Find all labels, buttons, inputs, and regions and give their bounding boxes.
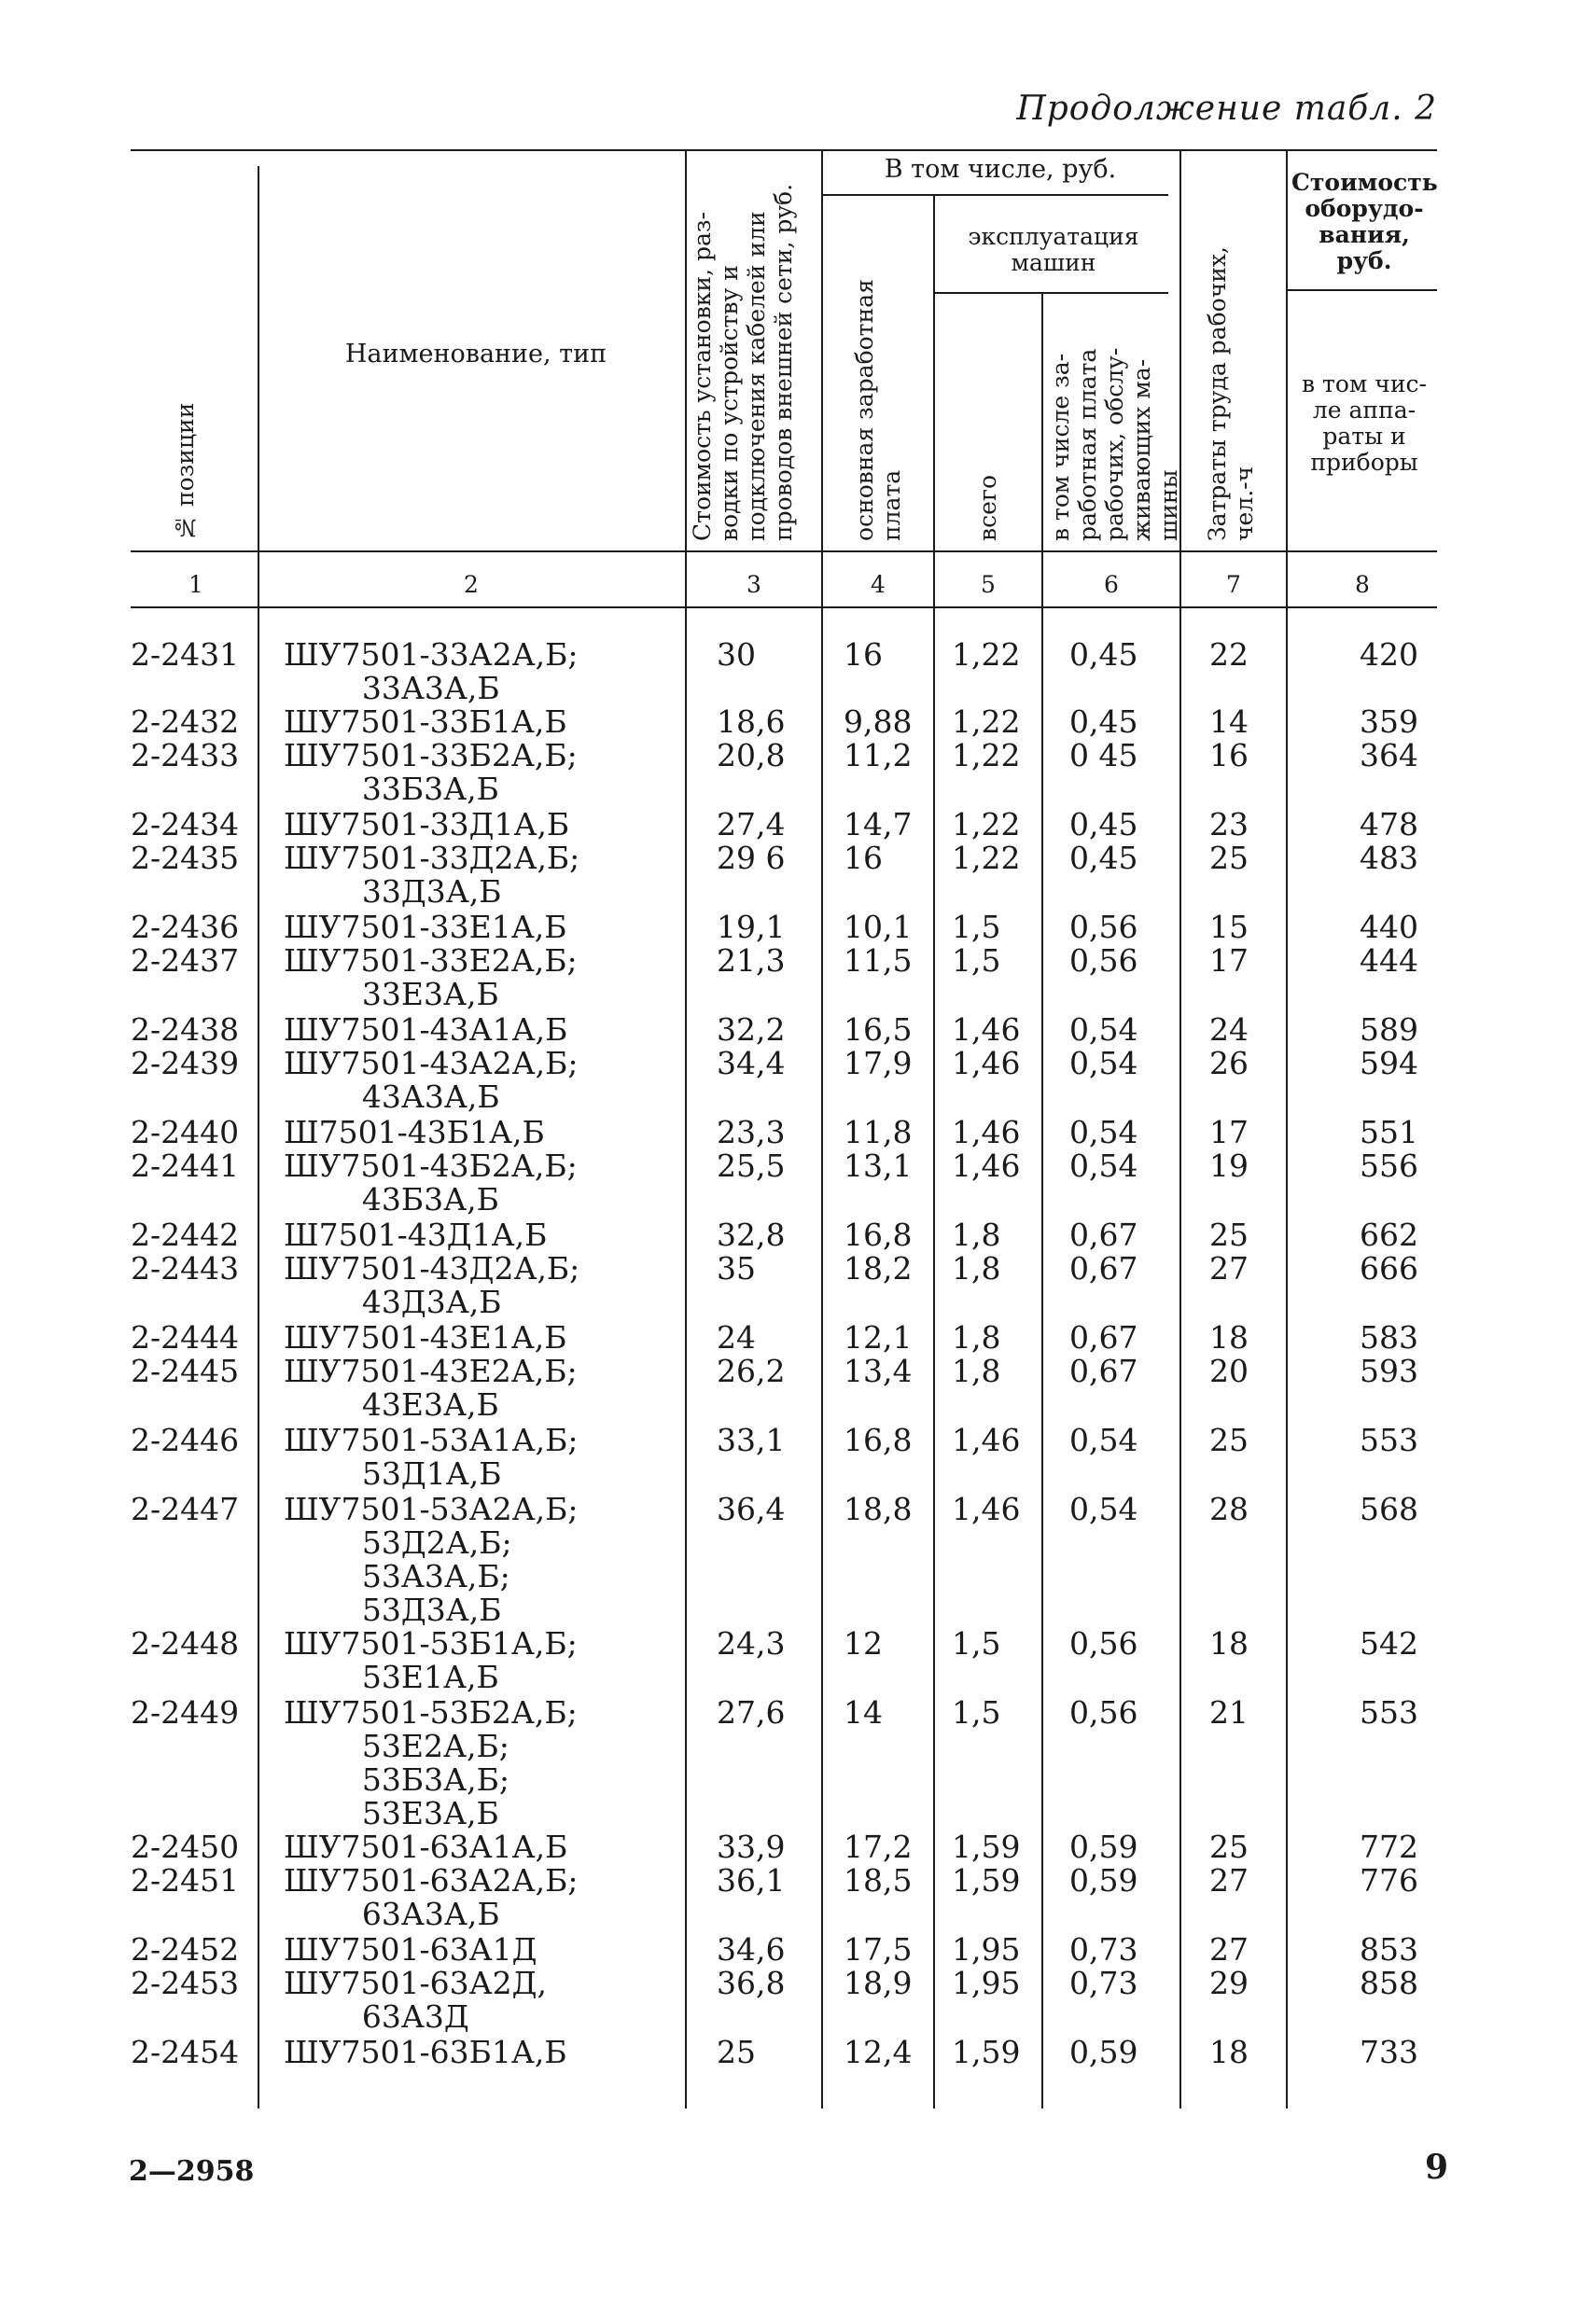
base-wage: 9,88 <box>844 703 913 740</box>
install-cost: 27,6 <box>717 1694 786 1731</box>
base-wage: 11,8 <box>844 1114 913 1150</box>
base-wage: 18,8 <box>844 1491 913 1527</box>
base-wage: 18,9 <box>844 1965 913 2001</box>
position-number: 2-2434 <box>131 806 240 842</box>
base-wage: 12 <box>844 1625 883 1662</box>
item-name: ШУ7501-43А2А,Б; 43А3А,Б <box>284 1045 579 1115</box>
divider-7 <box>1286 151 1288 2108</box>
base-wage: 17,9 <box>844 1045 913 1081</box>
base-wage: 18,2 <box>844 1250 913 1287</box>
labor-hours: 18 <box>1209 2034 1249 2070</box>
column-number-6: 6 <box>1104 571 1119 598</box>
machine-wage: 0,59 <box>1069 1829 1138 1865</box>
base-wage: 16 <box>844 636 883 673</box>
machine-wage: 0,59 <box>1069 1862 1138 1899</box>
machine-total: 1,8 <box>952 1250 1001 1287</box>
install-cost: 34,6 <box>717 1931 786 1968</box>
labor-hours: 25 <box>1209 1217 1249 1253</box>
base-wage: 17,5 <box>844 1931 913 1968</box>
machine-total: 1,22 <box>952 806 1021 842</box>
column-number-3: 3 <box>747 571 761 598</box>
equipment-devices-cost: 553 <box>1360 1694 1418 1731</box>
position-number: 2-2446 <box>131 1422 240 1458</box>
item-name: ШУ7501-53Б1А,Б; 53Е1А,Б <box>284 1625 578 1695</box>
machine-wage: 0,56 <box>1069 1625 1138 1662</box>
install-cost: 33,1 <box>717 1422 786 1458</box>
position-number: 2-2436 <box>131 909 240 945</box>
position-number: 2-2443 <box>131 1250 240 1287</box>
base-wage: 13,4 <box>844 1353 913 1389</box>
machine-total: 1,22 <box>952 636 1021 673</box>
position-number: 2-2450 <box>131 1829 240 1865</box>
base-wage: 10,1 <box>844 909 913 945</box>
install-cost: 36,4 <box>717 1491 786 1527</box>
machine-total: 1,5 <box>952 1625 1001 1662</box>
labor-hours: 27 <box>1209 1250 1249 1287</box>
machine-total: 1,22 <box>952 840 1021 876</box>
item-name: ШУ7501-33Е1А,Б <box>284 909 567 945</box>
header-machine-wage: в том числе заработная плата рабочих, обслуживающих машины <box>1047 347 1182 541</box>
labor-hours: 25 <box>1209 1829 1249 1865</box>
base-wage: 14,7 <box>844 806 913 842</box>
machine-total: 1,8 <box>952 1319 1001 1356</box>
including-subrule <box>823 194 1168 196</box>
labor-hours: 26 <box>1209 1045 1249 1081</box>
position-number: 2-2442 <box>131 1217 240 1253</box>
labor-hours: 20 <box>1209 1353 1249 1389</box>
item-name: ШУ7501-63А1А,Б <box>284 1829 568 1865</box>
position-number: 2-2445 <box>131 1353 240 1389</box>
labor-hours: 25 <box>1209 1422 1249 1458</box>
machine-total: 1,46 <box>952 1148 1021 1184</box>
item-name: ШУ7501-53А2А,Б; 53Д2А,Б; 53А3А,Б; 53Д3А,Б <box>284 1491 579 1628</box>
machine-wage: 0,54 <box>1069 1422 1138 1458</box>
machine-wage: 0,56 <box>1069 942 1138 979</box>
labor-hours: 17 <box>1209 942 1249 979</box>
base-wage: 11,2 <box>844 737 913 773</box>
base-wage: 18,5 <box>844 1862 913 1899</box>
position-number: 2-2441 <box>131 1148 240 1184</box>
base-wage: 16,8 <box>844 1422 913 1458</box>
equipment-devices-cost: 662 <box>1360 1217 1418 1253</box>
machine-wage: 0,45 <box>1069 806 1138 842</box>
machine-wage: 0,54 <box>1069 1114 1138 1150</box>
position-number: 2-2452 <box>131 1931 240 1968</box>
position-number: 2-2447 <box>131 1491 240 1527</box>
machine-wage: 0,67 <box>1069 1250 1138 1287</box>
item-name: ШУ7501-33Е2А,Б; 33Е3А,Б <box>284 942 578 1012</box>
header-install-cost: Стоимость установки, разводки по устройству и подключения кабелей или проводов внешней сети, руб. <box>689 183 797 541</box>
install-cost: 36,1 <box>717 1862 786 1899</box>
labor-hours: 27 <box>1209 1862 1249 1899</box>
header-equipment-cost: Стоимость оборудования, руб. <box>1291 169 1438 274</box>
machine-total: 1,5 <box>952 1694 1001 1731</box>
labor-hours: 15 <box>1209 909 1249 945</box>
item-name: Ш7501-43Б1А,Б <box>284 1114 545 1150</box>
base-wage: 12,1 <box>844 1319 913 1356</box>
divider-2 <box>685 151 687 2108</box>
header-machine-operation: эксплуатация машин <box>968 223 1139 276</box>
item-name: ШУ7501-63Б1А,Б <box>284 2034 567 2070</box>
position-number: 2-2451 <box>131 1862 240 1899</box>
labor-hours: 21 <box>1209 1694 1249 1731</box>
base-wage: 16 <box>844 840 883 876</box>
equipment-devices-cost: 568 <box>1360 1491 1418 1527</box>
machine-total: 1,5 <box>952 909 1001 945</box>
machine-total: 1,8 <box>952 1353 1001 1389</box>
equipment-devices-cost: 364 <box>1360 737 1418 773</box>
install-cost: 33,9 <box>717 1829 786 1865</box>
base-wage: 16,8 <box>844 1217 913 1253</box>
equipment-devices-cost: 444 <box>1360 942 1418 979</box>
labor-hours: 25 <box>1209 840 1249 876</box>
equipment-devices-cost: 772 <box>1360 1829 1418 1865</box>
install-cost: 35 <box>717 1250 756 1287</box>
equipment-subrule <box>1288 289 1437 291</box>
install-cost: 36,8 <box>717 1965 786 2001</box>
footer-print-code: 2—2958 <box>129 2155 255 2188</box>
labor-hours: 18 <box>1209 1625 1249 1662</box>
equipment-devices-cost: 556 <box>1360 1148 1418 1184</box>
item-name: ШУ7501-63А2Д, 63А3Д <box>284 1965 547 2035</box>
equipment-devices-cost: 853 <box>1360 1931 1418 1968</box>
base-wage: 11,5 <box>844 942 913 979</box>
column-number-8: 8 <box>1355 571 1370 598</box>
header-name-type: Наименование, тип <box>344 340 607 369</box>
machine-total: 1,46 <box>952 1011 1021 1048</box>
table-continuation-label: Продолжение табл. 2 <box>1016 90 1437 128</box>
item-name: ШУ7501-43А1А,Б <box>284 1011 568 1048</box>
equipment-devices-cost: 553 <box>1360 1422 1418 1458</box>
machine-wage: 0,67 <box>1069 1319 1138 1356</box>
machine-wage: 0,54 <box>1069 1011 1138 1048</box>
install-cost: 23,3 <box>717 1114 786 1150</box>
install-cost: 25,5 <box>717 1148 786 1184</box>
labor-hours: 28 <box>1209 1491 1249 1527</box>
header-labor: Затраты труда рабочих, чел.-ч <box>1204 246 1258 541</box>
position-number: 2-2453 <box>131 1965 240 2001</box>
machine-wage: 0,54 <box>1069 1491 1138 1527</box>
equipment-devices-cost: 858 <box>1360 1965 1418 2001</box>
install-cost: 32,2 <box>717 1011 786 1048</box>
machine-total: 1,5 <box>952 942 1001 979</box>
position-number: 2-2438 <box>131 1011 240 1048</box>
base-wage: 17,2 <box>844 1829 913 1865</box>
base-wage: 12,4 <box>844 2034 913 2070</box>
column-number-5: 5 <box>981 571 996 598</box>
header-bottom-rule <box>131 550 1437 552</box>
item-name: ШУ7501-33Д2А,Б; 33Д3А,Б <box>284 840 580 910</box>
labor-hours: 22 <box>1209 636 1249 673</box>
item-name: ШУ7501-43Е2А,Б; 43Е3А,Б <box>284 1353 578 1423</box>
equipment-devices-cost: 593 <box>1360 1353 1418 1389</box>
position-number: 2-2448 <box>131 1625 240 1662</box>
machine-wage: 0,59 <box>1069 2034 1138 2070</box>
machine-total: 1,95 <box>952 1931 1021 1968</box>
machine-total: 1,95 <box>952 1965 1021 2001</box>
equipment-devices-cost: 594 <box>1360 1045 1418 1081</box>
column-number-2: 2 <box>464 571 479 598</box>
position-number: 2-2431 <box>131 636 240 673</box>
item-name: ШУ7501-33А2А,Б; 33А3А,Б <box>284 636 579 706</box>
column-number-4: 4 <box>871 571 886 598</box>
equipment-devices-cost: 776 <box>1360 1862 1418 1899</box>
machine-wage: 0,45 <box>1069 840 1138 876</box>
position-number: 2-2440 <box>131 1114 240 1150</box>
position-number: 2-2444 <box>131 1319 240 1356</box>
column-number-7: 7 <box>1226 571 1241 598</box>
equipment-devices-cost: 583 <box>1360 1319 1418 1356</box>
item-name: ШУ7501-43Б2А,Б; 43Б3А,Б <box>284 1148 578 1218</box>
labor-hours: 17 <box>1209 1114 1249 1150</box>
install-cost: 24,3 <box>717 1625 786 1662</box>
machine-wage: 0,73 <box>1069 1965 1138 2001</box>
labor-hours: 23 <box>1209 806 1249 842</box>
labor-hours: 24 <box>1209 1011 1249 1048</box>
machine-wage: 0,73 <box>1069 1931 1138 1968</box>
equipment-devices-cost: 483 <box>1360 840 1418 876</box>
machine-wage: 0,45 <box>1069 636 1138 673</box>
labor-hours: 18 <box>1209 1319 1249 1356</box>
equipment-devices-cost: 542 <box>1360 1625 1418 1662</box>
colnum-bottom-rule <box>131 606 1437 608</box>
machine-wage: 0,56 <box>1069 1694 1138 1731</box>
install-cost: 24 <box>717 1319 756 1356</box>
position-number: 2-2439 <box>131 1045 240 1081</box>
equipment-devices-cost: 589 <box>1360 1011 1418 1048</box>
item-name: ШУ7501-43Е1А,Б <box>284 1319 567 1356</box>
machine-wage: 0,56 <box>1069 909 1138 945</box>
item-name: Ш7501-43Д1А,Б <box>284 1217 548 1253</box>
position-number: 2-2435 <box>131 840 240 876</box>
item-name: ШУ7501-33Б2А,Б; 33Б3А,Б <box>284 737 578 807</box>
divider-5 <box>1041 294 1043 2108</box>
header-base-wage: основная заработная плата <box>851 279 905 541</box>
machine-wage: 0 45 <box>1069 737 1138 773</box>
equipment-devices-cost: 551 <box>1360 1114 1418 1150</box>
machine-subrule <box>933 292 1168 294</box>
install-cost: 34,4 <box>717 1045 786 1081</box>
equipment-devices-cost: 478 <box>1360 806 1418 842</box>
base-wage: 16,5 <box>844 1011 913 1048</box>
install-cost: 30 <box>717 636 756 673</box>
item-name: ШУ7501-53А1А,Б; 53Д1А,Б <box>284 1422 579 1492</box>
install-cost: 21,3 <box>717 942 786 979</box>
divider-4 <box>933 196 935 2108</box>
machine-total: 1,59 <box>952 1829 1021 1865</box>
machine-wage: 0,67 <box>1069 1353 1138 1389</box>
install-cost: 18,6 <box>717 703 786 740</box>
machine-total: 1,46 <box>952 1422 1021 1458</box>
labor-hours: 27 <box>1209 1931 1249 1968</box>
install-cost: 19,1 <box>717 909 786 945</box>
machine-total: 1,46 <box>952 1491 1021 1527</box>
divider-3 <box>821 151 823 2108</box>
item-name: ШУ7501-63А1Д <box>284 1931 537 1968</box>
install-cost: 25 <box>717 2034 756 2070</box>
machine-total: 1,59 <box>952 1862 1021 1899</box>
position-number: 2-2454 <box>131 2034 240 2070</box>
machine-total: 1,46 <box>952 1045 1021 1081</box>
position-number: 2-2432 <box>131 703 240 740</box>
machine-total: 1,59 <box>952 2034 1021 2070</box>
page-number: 9 <box>1425 2148 1449 2187</box>
position-number: 2-2449 <box>131 1694 240 1731</box>
column-number-1: 1 <box>188 571 203 598</box>
machine-wage: 0,54 <box>1069 1148 1138 1184</box>
machine-total: 1,22 <box>952 703 1021 740</box>
equipment-devices-cost: 733 <box>1360 2034 1418 2070</box>
equipment-devices-cost: 420 <box>1360 636 1418 673</box>
machine-total: 1,22 <box>952 737 1021 773</box>
table-top-rule <box>131 149 1437 151</box>
header-total: всего <box>974 474 1001 541</box>
equipment-devices-cost: 440 <box>1360 909 1418 945</box>
item-name: ШУ7501-53Б2А,Б; 53Е2А,Б; 53Б3А,Б; 53Е3А,Б <box>284 1694 578 1831</box>
machine-wage: 0,45 <box>1069 703 1138 740</box>
install-cost: 26,2 <box>717 1353 786 1389</box>
base-wage: 13,1 <box>844 1148 913 1184</box>
item-name: ШУ7501-63А2А,Б; 63А3А,Б <box>284 1862 579 1932</box>
equipment-devices-cost: 666 <box>1360 1250 1418 1287</box>
equipment-devices-cost: 359 <box>1360 703 1418 740</box>
header-including: В том числе, руб. <box>884 155 1117 184</box>
labor-hours: 29 <box>1209 1965 1249 2001</box>
item-name: ШУ7501-33Д1А,Б <box>284 806 570 842</box>
header-position: № позиции <box>172 402 199 541</box>
base-wage: 14 <box>844 1694 883 1731</box>
install-cost: 29 6 <box>717 840 786 876</box>
position-number: 2-2433 <box>131 737 240 773</box>
position-number: 2-2437 <box>131 942 240 979</box>
machine-wage: 0,54 <box>1069 1045 1138 1081</box>
install-cost: 20,8 <box>717 737 786 773</box>
labor-hours: 14 <box>1209 703 1249 740</box>
item-name: ШУ7501-43Д2А,Б; 43Д3А,Б <box>284 1250 580 1320</box>
item-name: ШУ7501-33Б1А,Б <box>284 703 567 740</box>
machine-total: 1,8 <box>952 1217 1001 1253</box>
labor-hours: 16 <box>1209 737 1249 773</box>
divider-1 <box>258 166 259 2108</box>
header-incl-devices: в том числе аппараты и приборы <box>1302 370 1427 476</box>
labor-hours: 19 <box>1209 1148 1249 1184</box>
install-cost: 32,8 <box>717 1217 786 1253</box>
machine-wage: 0,67 <box>1069 1217 1138 1253</box>
machine-total: 1,46 <box>952 1114 1021 1150</box>
install-cost: 27,4 <box>717 806 786 842</box>
